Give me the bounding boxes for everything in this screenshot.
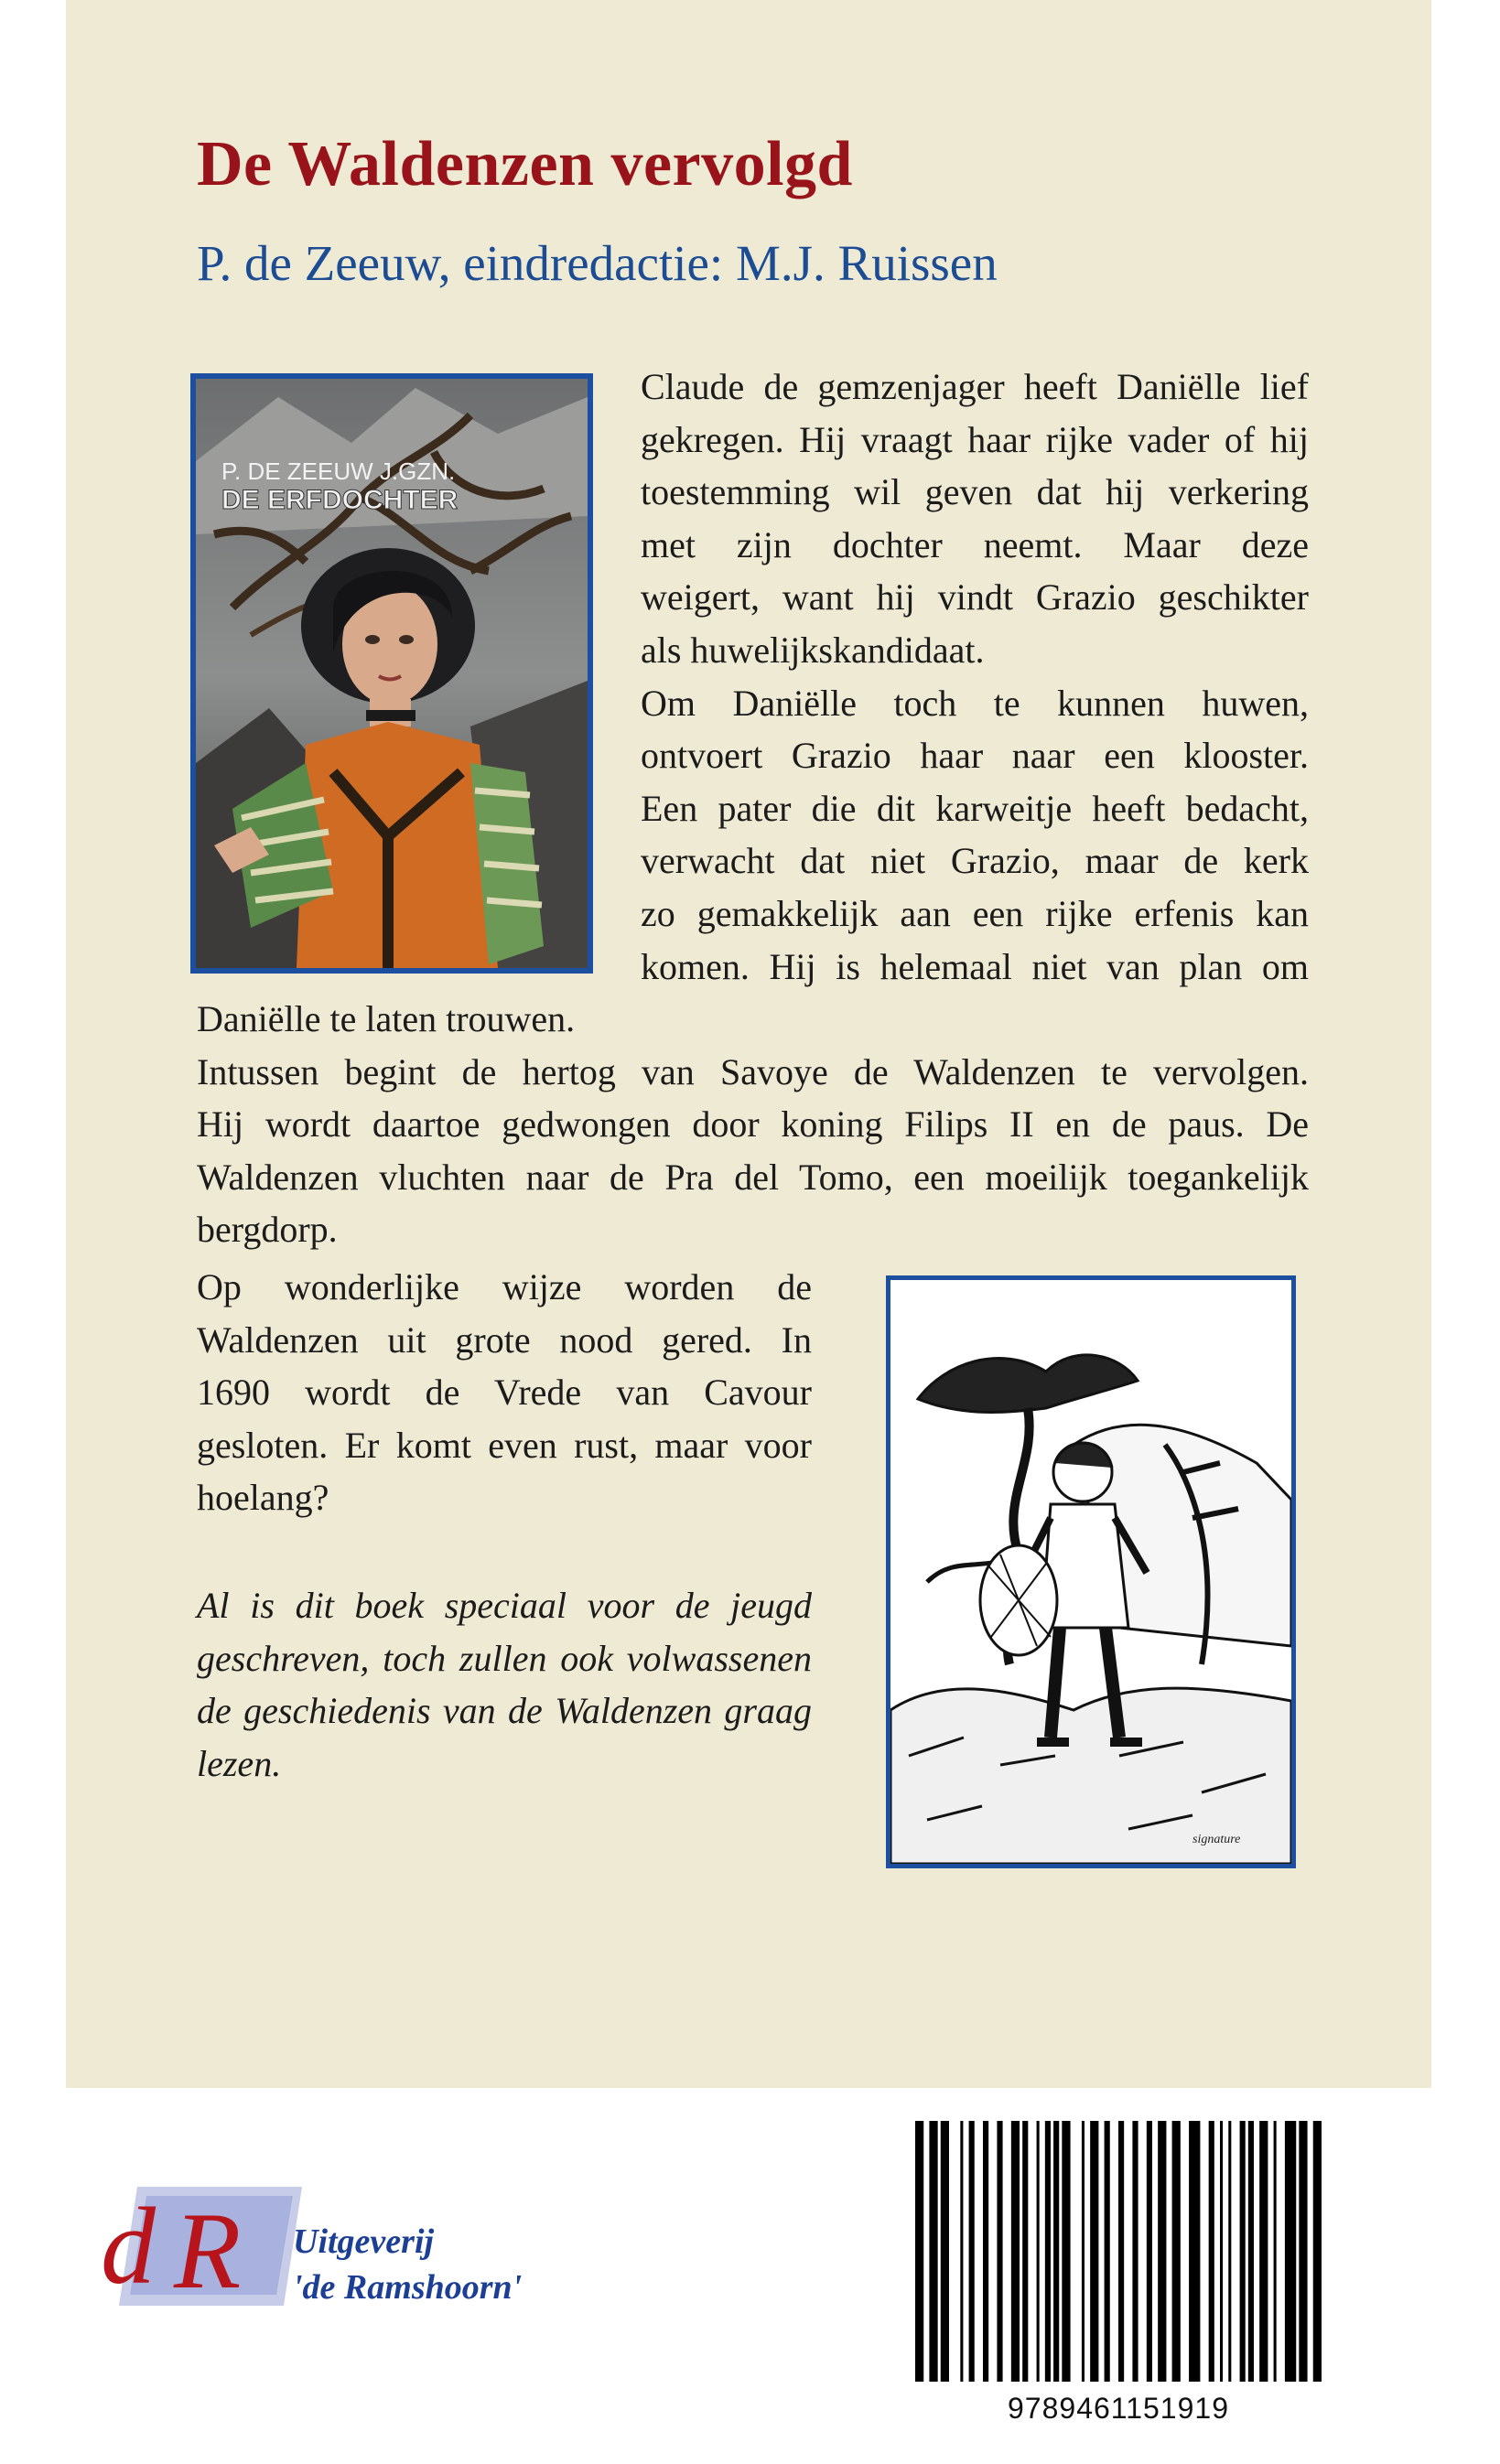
barcode — [912, 2121, 1325, 2423]
text-line: weigert, want hij vindt Grazio geschikter — [641, 576, 1309, 619]
barcode-bar — [1209, 2121, 1214, 2382]
barcode-bar — [929, 2121, 937, 2382]
text-line: toestemming wil geven dat hij verkering — [641, 471, 1309, 513]
illustrator-signature: signature — [1192, 1833, 1241, 1846]
book-authors: P. de Zeeuw, eindredactie: M.J. Ruissen — [197, 235, 998, 291]
text-line: als huwelijkskandidaat. — [641, 629, 985, 671]
barcode-bar — [915, 2121, 923, 2382]
text-line: lezen. — [197, 1742, 282, 1784]
barcode-bar — [960, 2121, 963, 2382]
barcode-bar — [1118, 2121, 1124, 2382]
text-line: met zijn dochter neemt. Maar deze — [641, 523, 1309, 565]
barcode-bar — [1313, 2121, 1322, 2382]
barcode-bar — [1082, 2121, 1085, 2382]
barcode-bar — [1022, 2121, 1028, 2382]
text-line: Een pater die dit karweitje heeft bedacht, — [641, 787, 1309, 829]
barcode-bar — [941, 2121, 949, 2382]
barcode-bar — [1090, 2121, 1098, 2382]
text-line: de geschiedenis van de Waldenzen graag — [197, 1690, 812, 1732]
barcode-bar — [1228, 2121, 1231, 2382]
barcode-bar — [1158, 2121, 1166, 2382]
text-line: ontvoert Grazio haar naar een klooster. — [641, 735, 1309, 777]
book-title: De Waldenzen vervolgd — [197, 129, 853, 199]
barcode-bar — [997, 2121, 1002, 2382]
text-line: Waldenzen vluchten naar de Pra del Tomo, een moeilijk toegankelijk — [197, 1156, 1309, 1198]
barcode-bar — [1248, 2121, 1254, 2382]
barcode-bar — [983, 2121, 988, 2382]
barcode-bar — [1172, 2121, 1181, 2382]
text-line: zo gemakkelijk aan een rijke erfenis kan — [641, 892, 1309, 934]
ramshoorn-logo — [73, 2178, 302, 2315]
publisher-line1: Uitgeverij — [293, 2222, 435, 2261]
barcode-bar — [1147, 2121, 1152, 2382]
svg-text:d: d — [101, 2185, 156, 2307]
text-line: gekregen. Hij vraagt haar rijke vader of hij — [641, 418, 1309, 460]
publisher-name — [293, 2219, 522, 2310]
barcode-bar — [1285, 2121, 1296, 2382]
barcode-bar — [1062, 2121, 1070, 2382]
description-italic — [197, 1579, 812, 1790]
isbn-number: 9789461151919 — [1008, 2392, 1229, 2425]
barcode-bar — [1045, 2121, 1051, 2382]
text-line: Op wonderlijke wijze worden de — [197, 1266, 812, 1307]
svg-text:R: R — [174, 2190, 242, 2311]
barcode-bar — [969, 2121, 975, 2382]
barcode-bar — [1189, 2121, 1200, 2382]
text-line: Claude de gemzenjager heeft Daniëlle lief — [641, 366, 1309, 407]
illustration-drummer — [886, 1275, 1296, 1868]
text-line: verwacht dat niet Grazio, maar de kerk — [641, 840, 1309, 882]
text-line: Intussen begint de hertog van Savoye de Waldenzen te vervolgen. — [197, 1050, 1309, 1092]
barcode-bar — [1240, 2121, 1246, 2382]
barcode-bar — [1274, 2121, 1277, 2382]
barcode-bar — [1299, 2121, 1307, 2382]
cover-title-text: DE ERFDOCHTER — [221, 485, 459, 515]
barcode-bar — [1132, 2121, 1138, 2382]
description-lower — [197, 1261, 812, 1524]
text-line: hoelang? — [197, 1477, 329, 1519]
cover-author-text: P. DE ZEEUW J.GZN. — [221, 457, 456, 485]
barcode-bar — [1105, 2121, 1110, 2382]
text-line: Daniëlle te laten trouwen. — [197, 998, 576, 1039]
text-line: bergdorp. — [197, 1209, 338, 1251]
text-line: Waldenzen uit grote nood gered. In — [197, 1318, 812, 1361]
publisher-line2: 'de Ramshoorn' — [293, 2268, 523, 2307]
text-line: komen. Hij is helemaal niet van plan om — [641, 945, 1309, 987]
text-line: geschreven, toch zullen ook volwassenen — [197, 1637, 812, 1679]
description-full-width — [197, 993, 1309, 1256]
barcode-bar — [1037, 2121, 1040, 2382]
barcode-bar — [1053, 2121, 1059, 2382]
description-wrapped — [641, 360, 1309, 993]
cover-image — [190, 373, 593, 974]
text-line: gesloten. Er komt even rust, maar voor — [197, 1424, 812, 1466]
text-line: Om Daniëlle toch te kunnen huwen, — [641, 682, 1309, 724]
barcode-bar — [1259, 2121, 1268, 2382]
text-line: 1690 wordt de Vrede van Cavour — [197, 1372, 812, 1414]
barcode-bar — [1011, 2121, 1020, 2382]
text-line: Hij wordt daartoe gedwongen door koning Filips II en de paus. De — [197, 1103, 1309, 1146]
barcode-bar — [1220, 2121, 1223, 2382]
text-line: Al is dit boek speciaal voor de jeugd — [197, 1585, 812, 1626]
